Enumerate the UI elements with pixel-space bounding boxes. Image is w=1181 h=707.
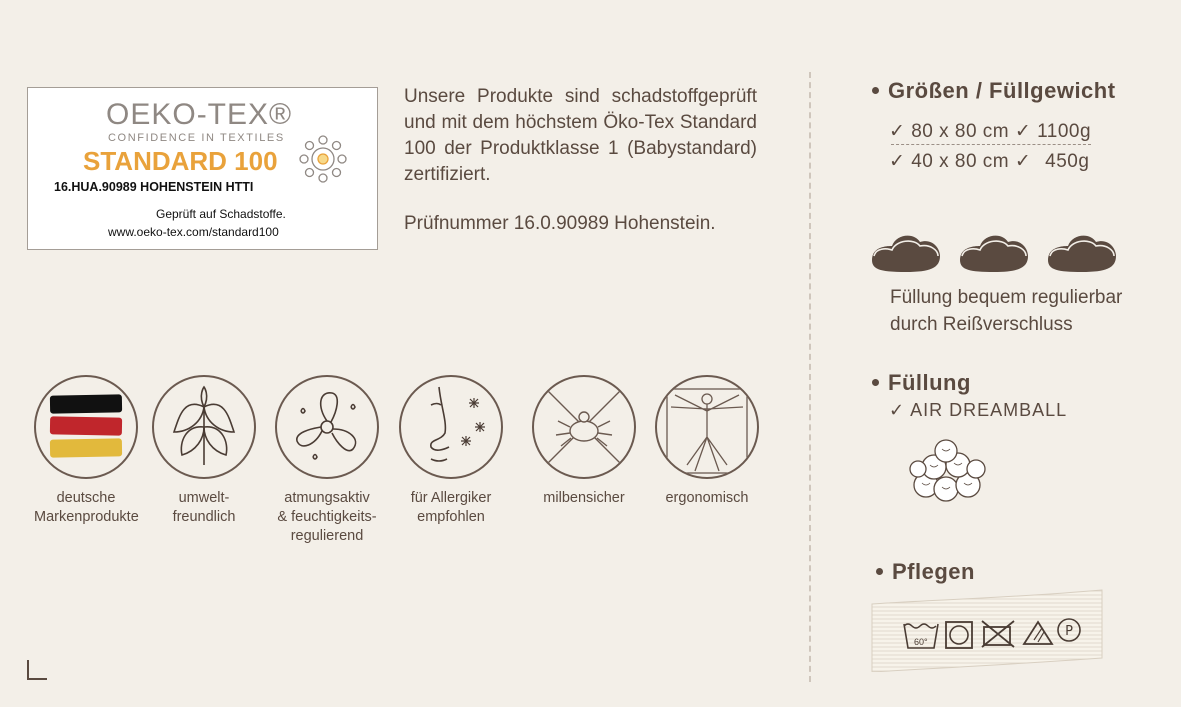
pillow-sizes-icon (870, 226, 1120, 274)
filling-item (889, 400, 1067, 421)
oeko-tex-label (27, 87, 378, 250)
feature-label: milbensicher (543, 490, 625, 506)
oeko-certificate: 16.HUA.90989 HOHENSTEIN HTTI (54, 180, 254, 194)
weight-value: 450g (1045, 151, 1090, 172)
vitruvian-man-icon (655, 375, 759, 479)
bullet-icon (872, 379, 879, 386)
check-icon: ✓ (1014, 121, 1032, 142)
filling-adjust-line: durch Reißverschluss (890, 314, 1073, 335)
feature-ergonomic (655, 375, 759, 508)
feature-label: empfohlen (417, 509, 485, 525)
column-divider (809, 72, 811, 682)
oeko-tagline: CONFIDENCE IN TEXTILES (108, 132, 285, 144)
check-icon: ✓ (889, 121, 906, 142)
size-row (889, 120, 1091, 143)
sizes-title: Größen / Füllgewicht (888, 78, 1116, 103)
filling-adjust-text (890, 284, 1122, 338)
feature-label: für Allergiker (410, 490, 492, 506)
bleach-icon (1022, 620, 1054, 646)
feature-label: deutsche (56, 490, 116, 506)
dreamball-icon (906, 437, 990, 507)
certification-text: Unsere Produkte sind schadstoffgeprüft und mit dem höchstem Öko-Tex Standard 100 der Produktklasse 1 (Babystandard) zertifiziert. (404, 86, 757, 185)
check-icon: ✓ (889, 151, 906, 172)
feature-label: regulierend (290, 528, 364, 544)
filling-adjust-line: Füllung bequem regulierbar (890, 287, 1123, 308)
oeko-brand: OEKO-TEX® (106, 98, 293, 131)
care-heading (876, 559, 975, 585)
care-title: Pflegen (892, 559, 975, 584)
nose-icon (399, 375, 503, 479)
leaf-icon (152, 375, 256, 479)
feature-label: atmungsaktiv (284, 490, 370, 506)
feature-label: & feuchtigkeits- (277, 509, 377, 525)
feature-label: ergonomisch (665, 490, 749, 506)
professional-clean-p-icon (1056, 617, 1082, 643)
oeko-url: www.oeko-tex.com/standard100 (108, 225, 279, 239)
fan-icon (275, 375, 379, 479)
feature-allergy (399, 375, 503, 527)
filling-value: AIR DREAMBALL (910, 400, 1068, 420)
feature-eco-friendly (152, 375, 256, 527)
feature-label: freundlich (172, 509, 236, 525)
oeko-sun-logo-icon (296, 132, 350, 186)
bullet-icon (876, 568, 883, 575)
size-value: 80 x 80 cm (911, 121, 1010, 142)
mite-icon (532, 375, 636, 479)
feature-german-brand (34, 375, 138, 527)
check-icon: ✓ (1014, 151, 1032, 172)
german-flag-icon (34, 375, 138, 479)
oeko-checked: Geprüft auf Schadstoffe. (156, 207, 286, 221)
size-value: 40 x 80 cm (911, 151, 1010, 172)
weight-value: 1100g (1037, 121, 1092, 142)
feature-mite-safe (532, 375, 636, 508)
feature-breathable (275, 375, 379, 546)
size-row (889, 150, 1089, 173)
wash-60-icon (902, 618, 940, 654)
oeko-standard: STANDARD 100 (83, 146, 278, 176)
size-separator (891, 144, 1091, 145)
sizes-heading (872, 78, 1116, 104)
feature-label: Markenprodukte (34, 509, 139, 525)
corner-mark (27, 660, 47, 680)
wash-temp-label: 60° (914, 637, 928, 647)
check-icon: ✓ (889, 400, 906, 420)
test-number: Prüfnummer 16.0.90989 Hohenstein. (404, 213, 716, 234)
feature-label: umwelt- (178, 490, 230, 506)
bullet-icon (872, 87, 879, 94)
filling-heading (872, 370, 971, 396)
svg-text:P: P (1065, 624, 1073, 639)
filling-title: Füllung (888, 370, 971, 395)
tumble-dry-icon (944, 620, 974, 650)
no-dry-clean-icon (980, 619, 1016, 649)
